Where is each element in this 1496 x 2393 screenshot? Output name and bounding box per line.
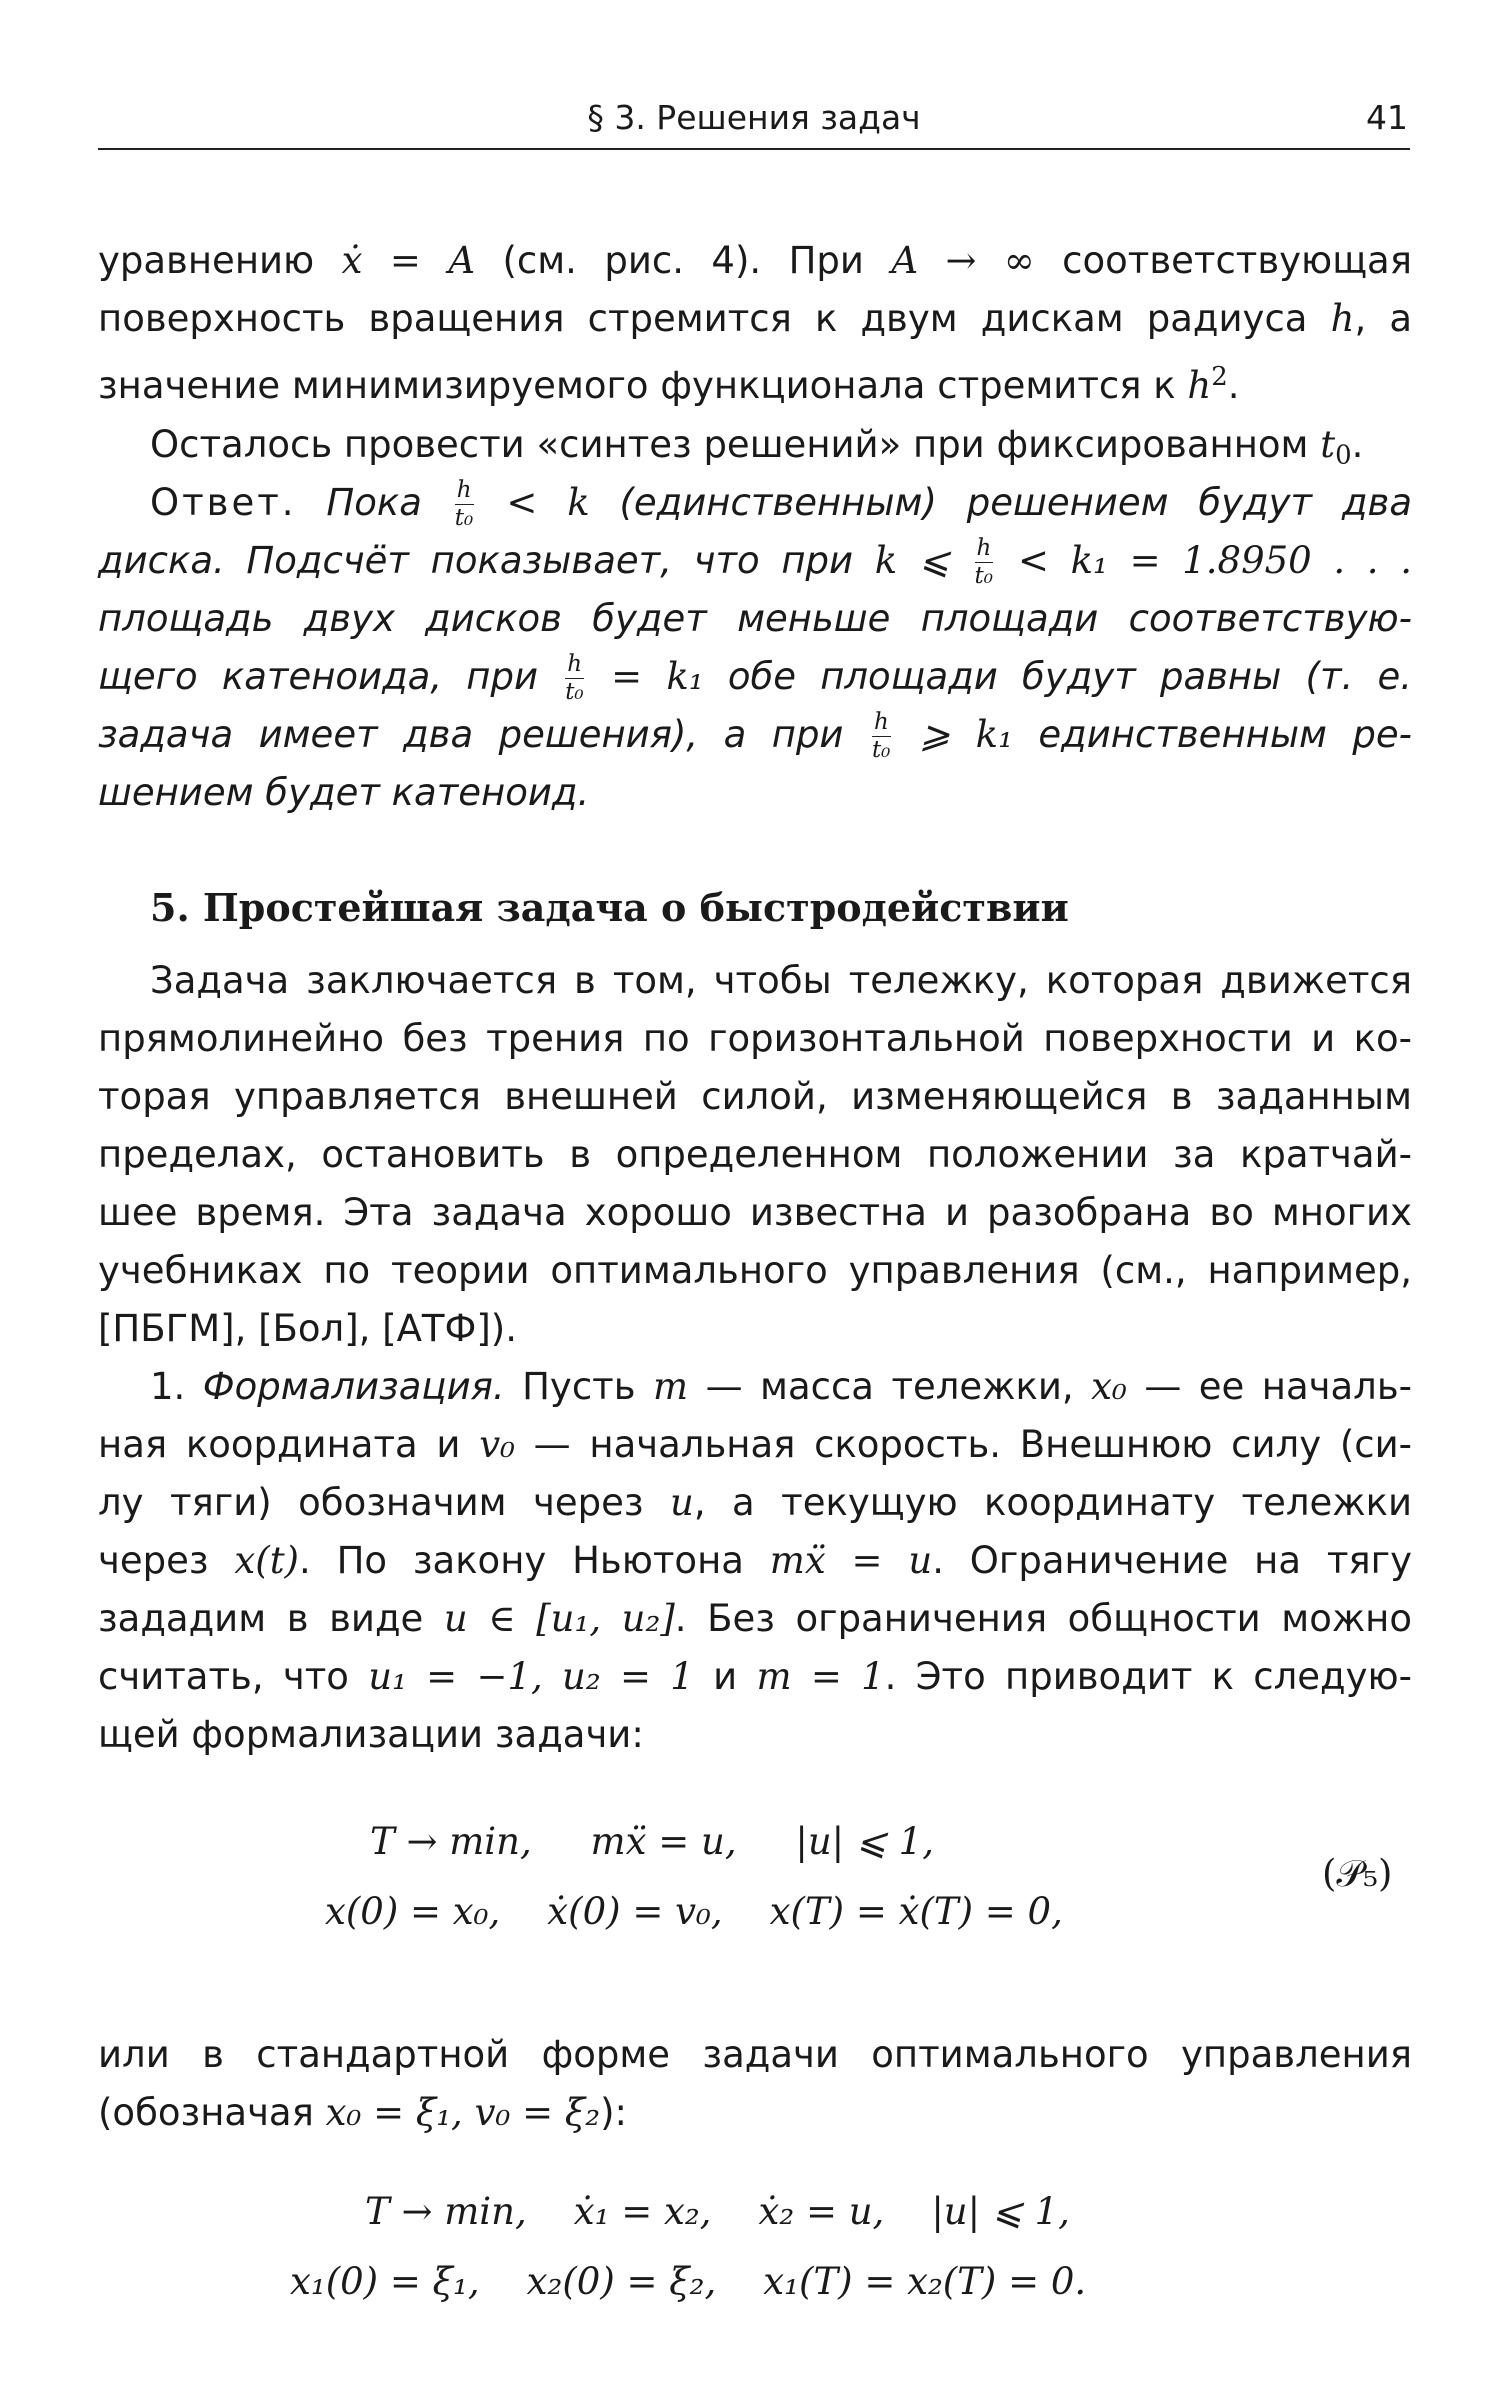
math-inline: ⩾ k₁	[919, 713, 1013, 756]
formula-row: x(0) = x₀, ẋ(0) = v₀, x(T) = ẋ(T) = 0,	[325, 1890, 1063, 1933]
text-span: диска. Подсчёт показывает, что при	[98, 539, 854, 582]
math-inline: < k₁ = 1.8950 . . .	[1017, 539, 1412, 582]
math-inline: mẍ = u	[769, 1539, 933, 1582]
math-inline: t	[1320, 423, 1336, 466]
fraction-denominator: t₀	[974, 563, 993, 590]
math-inline: < k	[506, 481, 590, 524]
text-span: . Без ограничения общности можно	[674, 1597, 1413, 1640]
text-span: обе площади будут равны (т. е.	[727, 655, 1412, 698]
math-inline: u	[670, 1481, 694, 1524]
fraction-numerator: h	[567, 651, 582, 678]
text-line: торая управляется внешней силой, изменяющейся в заданным	[98, 1075, 1412, 1118]
text-line: шее время. Эта задача хорошо известна и разобрана во многих	[98, 1191, 1412, 1234]
text-span: , а текущую координату тележки	[693, 1481, 1412, 1524]
text-span: , а	[1354, 297, 1413, 340]
text-span: через	[98, 1539, 209, 1582]
formula-row: x₁(0) = ξ₁, x₂(0) = ξ₂, x₁(T) = x₂(T) = 0.	[290, 2260, 1087, 2303]
fraction-denominator: t₀	[565, 679, 584, 706]
text-span: . Это приводит к следую-	[884, 1655, 1413, 1698]
text-line: шением будет катеноид.	[98, 771, 590, 814]
fraction-denominator: t₀	[454, 505, 474, 532]
text-span: уравнению	[98, 239, 315, 282]
math-inline: x₀ = ξ₁, v₀ = ξ₂	[325, 2091, 601, 2134]
answer-paragraph	[98, 474, 1412, 822]
text-line	[98, 348, 1412, 406]
superscript: 2	[1211, 362, 1228, 392]
text-span: .	[1227, 363, 1240, 407]
text-span: значение минимизируемого функционала стремится к	[98, 363, 1176, 407]
fraction	[872, 711, 891, 762]
text-span: . По закону Ньютона	[299, 1539, 744, 1582]
text-span: соответствующая	[1062, 239, 1412, 282]
text-span: Формализация.	[202, 1365, 505, 1408]
fraction-numerator: h	[873, 709, 889, 736]
text-line	[98, 1532, 1412, 1590]
text-line	[98, 2084, 1412, 2142]
math-inline: v₀	[479, 1423, 515, 1466]
text-line	[98, 290, 1412, 348]
text-line	[98, 416, 1412, 474]
text-line: [ПБГМ], [Бол], [АТФ]).	[98, 1307, 517, 1350]
text-span: и	[713, 1655, 738, 1698]
math-inline: h	[1330, 297, 1355, 340]
text-span: Пусть	[522, 1365, 636, 1408]
text-span: поверхность вращения стремится к двум дискам радиуса	[98, 297, 1308, 340]
text-span: (см. рис. 4). При	[502, 239, 864, 282]
math-inline: m	[653, 1365, 689, 1408]
text-line	[98, 532, 1412, 590]
text-line: или в стандартной форме задачи оптимального управления	[98, 2033, 1412, 2076]
fraction-numerator: h	[456, 477, 472, 504]
fraction	[975, 537, 994, 588]
text-span: ):	[600, 2091, 627, 2134]
text-span: — начальная скорость. Внешнюю силу (си-	[533, 1423, 1412, 1466]
text-line: пределах, остановить в определенном положении за кратчай-	[98, 1133, 1412, 1176]
synthesis-paragraph	[98, 416, 1412, 474]
text-span: считать, что	[98, 1655, 349, 1698]
math-inline: h	[1187, 363, 1212, 407]
fraction-numerator: h	[976, 535, 992, 562]
intro-paragraph	[98, 232, 1412, 406]
text-line: прямолинейно без трения по горизонтальной поверхности и ко-	[98, 1017, 1412, 1060]
section5-paragraph-1	[98, 952, 1412, 1358]
text-line	[98, 1590, 1412, 1648]
text-line	[98, 1474, 1412, 1532]
text-span: Пока	[326, 481, 422, 524]
page-number: 41	[1366, 98, 1408, 137]
text-span: лу тяги) обозначим через	[98, 1481, 644, 1524]
fraction-denominator: t₀	[871, 737, 891, 764]
text-line: площадь двух дисков будет меньше площади соответствую-	[98, 597, 1412, 640]
math-inline: u ∈ [u₁, u₂]	[443, 1597, 675, 1640]
text-line: Задача заключается в том, чтобы тележку, которая движется	[150, 959, 1412, 1002]
text-line: щей формализации задачи:	[98, 1713, 644, 1756]
section5-paragraph-2	[98, 1358, 1412, 1764]
text-span: — масса тележки,	[705, 1365, 1074, 1408]
text-line	[98, 648, 1412, 706]
section-heading: 5. Простейшая задача о быстродействии	[150, 885, 1069, 930]
text-line: учебниках по теории оптимального управления (см., например,	[98, 1249, 1412, 1292]
fraction	[455, 479, 474, 530]
math-inline: = k₁	[611, 655, 704, 698]
running-header	[98, 92, 1410, 150]
text-span: щего катеноида, при	[98, 655, 539, 698]
text-span: 1.	[150, 1365, 186, 1408]
math-inline: k ⩽	[874, 539, 950, 582]
math-inline: ẋ = A	[341, 239, 476, 282]
math-inline: x(t)	[234, 1539, 299, 1582]
text-line	[98, 232, 1412, 290]
answer-label: Ответ.	[150, 481, 297, 524]
text-line	[98, 1358, 1412, 1416]
text-span: .	[1351, 423, 1364, 466]
section-title: § 3. Решения задач	[587, 98, 921, 137]
subscript: 0	[1335, 440, 1352, 471]
section5-paragraph-3	[98, 2026, 1412, 2142]
text-span: — ее началь-	[1144, 1365, 1412, 1408]
text-span: Осталось провести «синтез решений» при фиксированном	[150, 423, 1309, 466]
text-line	[98, 1648, 1412, 1706]
text-line	[98, 1416, 1412, 1474]
equation-tag: (𝒫₅)	[1322, 1852, 1393, 1895]
text-line	[98, 474, 1412, 532]
formula-row: T → min, ẋ₁ = x₂, ẋ₂ = u, |u| ⩽ 1,	[365, 2190, 1070, 2233]
text-span: (обозначая	[98, 2091, 314, 2134]
fraction	[565, 653, 584, 704]
math-inline: u₁ = −1, u₂ = 1	[368, 1655, 694, 1698]
text-span: единственным ре-	[1038, 713, 1413, 756]
math-inline: x₀	[1091, 1365, 1127, 1408]
text-line	[98, 706, 1412, 764]
formula-row: T → min, mẍ = u, |u| ⩽ 1,	[370, 1820, 934, 1863]
math-inline: A → ∞	[891, 239, 1035, 282]
text-span: . Ограничение на тягу	[932, 1539, 1413, 1582]
text-span: (единственным) решением будут два	[619, 481, 1412, 524]
text-span: зададим в виде	[98, 1597, 424, 1640]
text-span: ная координата и	[98, 1423, 461, 1466]
text-span: задача имеет два решения), а при	[98, 713, 844, 756]
math-inline: m = 1	[756, 1655, 885, 1698]
